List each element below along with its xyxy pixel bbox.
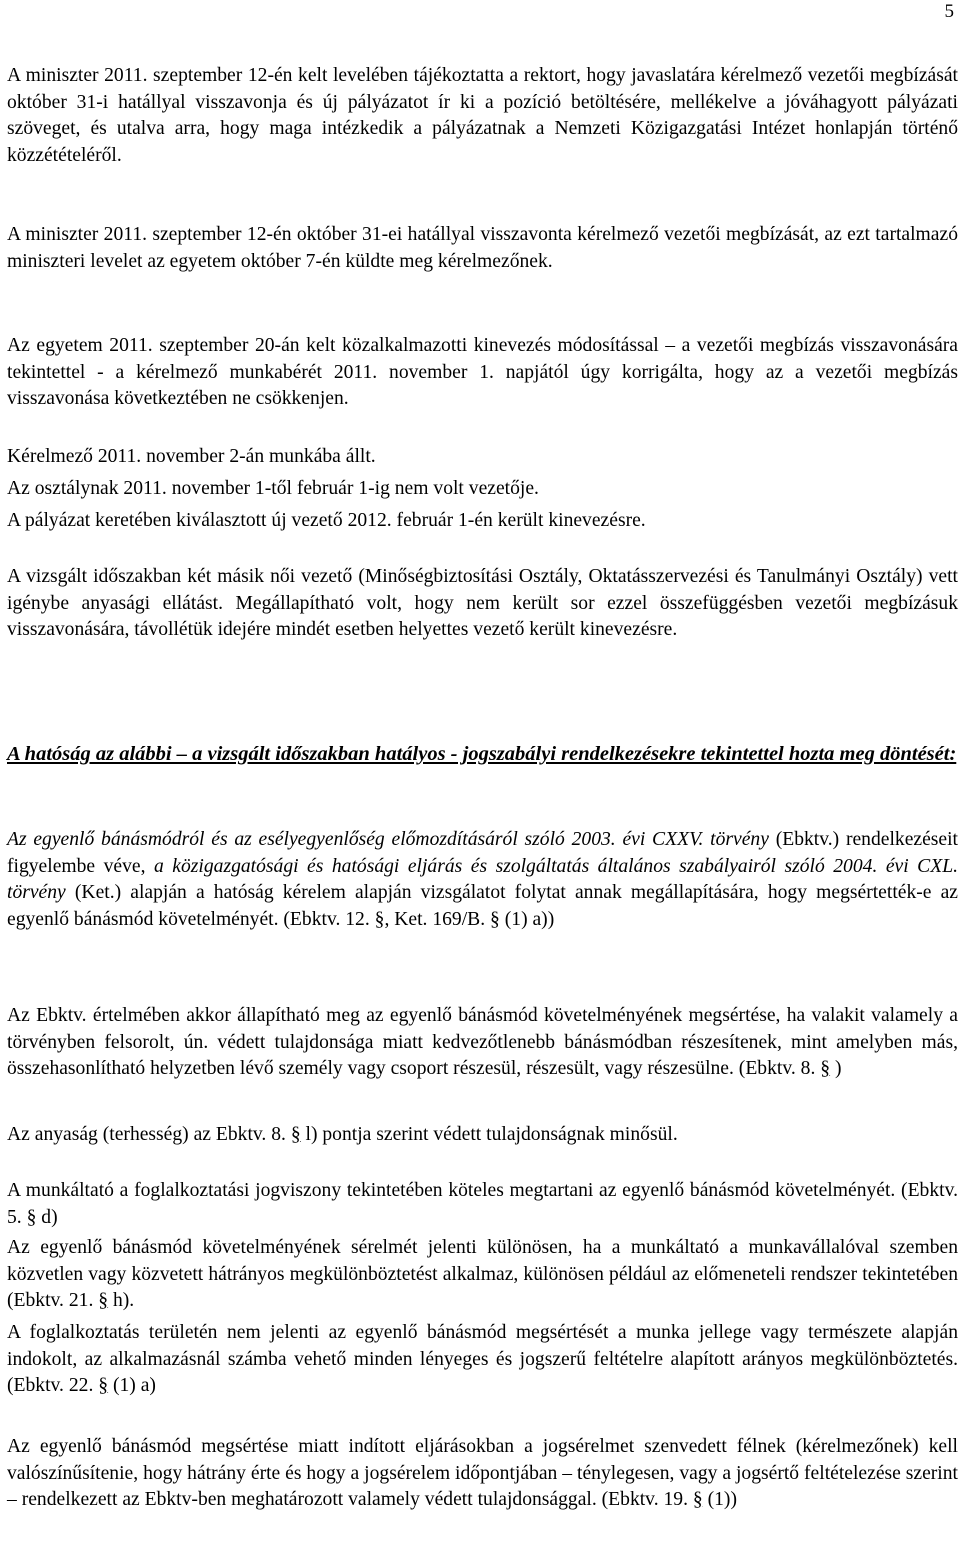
paragraph-equal-treatment-violation: Az Ebktv. értelmében akkor állapítható meg az egyenlő bánásmód követelményének megsértése, ha valakit valamely a törvényben felsorolt, ún. védett tulajdonsága miatt kedvezőtlenebb bánásmódban részesítenek, mint amelyben más, összehasonlítható helyzetben lévő személy vagy csoport részesül, részesült, vagy részesülne. (Ebktv. 8. § ): [7, 1005, 958, 1079]
paragraph-other-female-leaders: A vizsgált időszakban két másik női vezető (Minőségbiztosítási Osztály, Oktatásszervezési és Tanulmányi Osztály) vett igénybe anyasági ellátást. Megállapítható volt, hogy nem került sor ezzel összefüggésben vezetői megbízásuk visszavonására, távollétük idejére mindét esetben helyettes vezető került kinevezésre.: [7, 566, 958, 640]
line-new-head-appointed: A pályázat keretében kiválasztott új vezető 2012. február 1-én került kinevezésre.: [7, 510, 646, 531]
paragraph-proportionate-distinction: A foglalkoztatás területén nem jelenti az egyenlő bánásmód megsértését a munka jellege vagy természete alapján indokolt, az alkalmazásnál számba vehető minden lényeges és jogszerű feltételre alapított arányos megkülönböztetés. (Ebktv. 22. § (1) a): [7, 1322, 958, 1396]
paragraph-revocation: A miniszter 2011. szeptember 12-én október 31-ei hatállyal visszavonta kérelmező vezetői megbízását, az ezt tartalmazó miniszteri levelet az egyetem október 7-én küldte meg kérelmezőnek.: [7, 224, 958, 272]
line-return-to-work: Kérelmező 2011. november 2-án munkába állt.: [7, 446, 376, 467]
paragraph-discrimination-examples: Az egyenlő bánásmód követelményének sérelmét jelenti különösen, ha a munkáltató a munkavállalóval szemben közvetlen vagy közvetett hátrányos megkülönböztetést alkalmaz, különösen például az előmeneteli rendszer tekintetében (Ebktv. 21. § h).: [7, 1237, 958, 1311]
section-heading-legal-basis: A hatóság az alábbi – a vizsgált időszakban hatályos - jogszabályi rendelkezésekre tekintettel hozta meg döntését:: [7, 743, 957, 765]
paragraph-minister-letter: A miniszter 2011. szeptember 12-én kelt levelében tájékoztatta a rektort, hogy javaslatára kérelmező vezetői megbízását október 31-i hatállyal visszavonja és új pályázatot ír ki a pozíció betöltésére, mellékelve a jóváhagyott pályázati szöveget, és utalva arra, hogy maga intézkedik a pályázatnak a Nemzeti Közigazgatási Intézet honlapján történő közzétételéről.: [7, 65, 958, 166]
document-page: [7, 0, 958, 1555]
paragraph-employer-obligation: A munkáltató a foglalkoztatási jogviszony tekintetében köteles megtartani az egyenlő bánásmód követelményét. (Ebktv. 5. § d): [7, 1180, 958, 1228]
paragraph-burden-of-proof: Az egyenlő bánásmód megsértése miatt indított eljárásokban a jogsérelmet szenvedett félnek (kérelmezőnek) kell valószínűsítenie, hogy hátrány érte és hogy a jogsérelem időpontjában – ténylegesen, vagy a jogsértő feltételezése szerint – rendelkezett az Ebktv-ben meghatározott valamely védett tulajdonsággal. (Ebktv. 19. § (1)): [7, 1436, 958, 1510]
paragraph-ebktv-ket-basis: Az egyenlő bánásmódról és az esélyegyenlőség előmozdításáról szóló 2003. évi CXXV. törvény (Ebktv.) rendelkezéseit figyelembe véve, a közigazgatósági és hatósági eljárás és szolgáltatás általános szabályairól szóló 2004. évi CXL. törvény (Ket.) alapján a hatóság kérelem alapján vizsgálatot folytat annak megállapítására, hogy megsértették-e az egyenlő bánásmód követelményét. (Ebktv. 12. §, Ket. 169/B. § (1) a)): [7, 829, 959, 930]
page-number: 5: [944, 1, 954, 22]
paragraph-salary-adjustment: Az egyetem 2011. szeptember 20-án kelt közalkalmazotti kinevezés módosítással – a vezetői megbízás visszavonására tekintettel - a kérelmező munkabérét 2011. november 1. napjától úgy korrigálta, hogy az a vezetői megbízás visszavonása következtében ne csökkenjen.: [7, 335, 958, 409]
line-department-no-head: Az osztálynak 2011. november 1-től február 1-ig nem volt vezetője.: [7, 478, 539, 499]
paragraph-maternity-protected: Az anyaság (terhesség) az Ebktv. 8. § l) pontja szerint védett tulajdonságnak minősül.: [7, 1124, 678, 1145]
